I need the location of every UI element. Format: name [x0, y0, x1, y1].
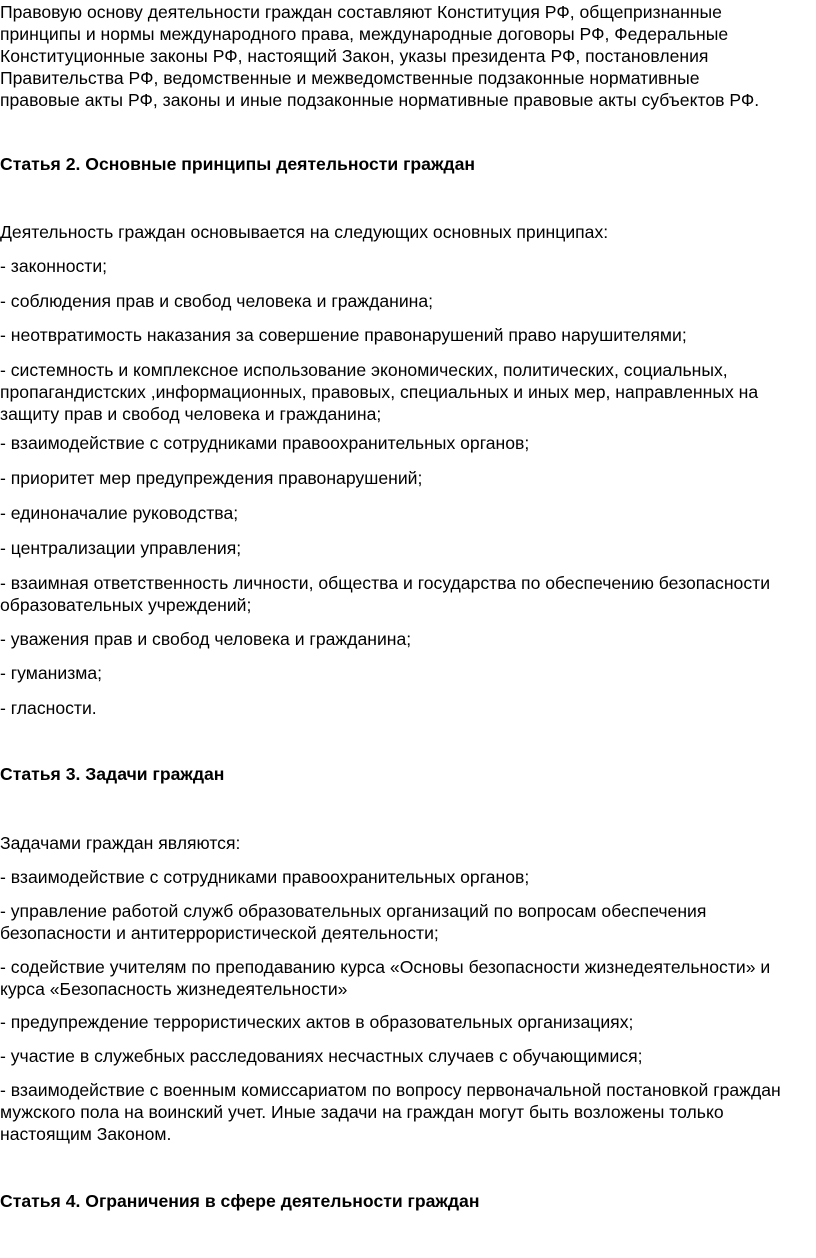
article2-item: - взаимодействие с сотрудниками правоохранительных органов; — [0, 433, 530, 453]
article3-item: - взаимодействие с сотрудниками правоохранительных органов; — [0, 867, 530, 887]
article3-heading: Статья 3. Задачи граждан — [0, 764, 225, 784]
intro-line: принципы и нормы международного права, международные договоры РФ, Федеральные — [0, 24, 729, 44]
article2-item: - неотвратимость наказания за совершение правонарушений право нарушителями; — [0, 325, 687, 345]
article3-item: - содействие учителям по преподаванию курса «Основы безопасности жизнедеятельности» и курса «Безопасность жизнедеятельности» — [0, 957, 771, 999]
article2-item: - приоритет мер предупреждения правонарушений; — [0, 468, 423, 488]
intro-line: правовые акты РФ, законы и иные подзаконные нормативные правовые акты субъектов РФ. — [0, 90, 760, 110]
article2-item: - единоначалие руководства; — [0, 503, 239, 523]
intro-line: Конституционные законы РФ, настоящий Закон, указы президента РФ, постановления — [0, 46, 709, 66]
article2-item: - законности; — [0, 256, 108, 276]
article2-heading: Статья 2. Основные принципы деятельности граждан — [0, 154, 475, 174]
article3-item: - управление работой служб образовательных организаций по вопросам обеспечения безопасности и антитеррористической деятельности; — [0, 901, 707, 943]
article3-item: - предупреждение террористических актов в образовательных организациях; — [0, 1012, 634, 1032]
article2-item: - соблюдения прав и свобод человека и гражданина; — [0, 291, 434, 311]
intro-paragraph — [0, 1, 816, 111]
article2-item: - гласности. — [0, 698, 97, 718]
article2-lead: Деятельность граждан основывается на следующих основных принципах: — [0, 222, 609, 242]
intro-line: Правовую основу деятельности граждан составляют Конституция РФ, общепризнанные — [0, 2, 722, 22]
article2-item: - взаимная ответственность личности, общества и государства по обеспечению безопасности образовательных учреждений; — [0, 573, 771, 615]
article4-heading: Статья 4. Ограничения в сфере деятельности граждан — [0, 1191, 480, 1211]
article3-item: - взаимодействие с военным комиссариатом по вопросу первоначальной постановкой граждан мужского пола на воинский учет. Иные задачи на граждан могут быть возложены только настоящим Законом. — [0, 1080, 781, 1144]
intro-line: Правительства РФ, ведомственные и межведомственные подзаконные нормативные — [0, 68, 700, 88]
article2-item: - системность и комплексное использование экономических, политических, социальных, пропагандистских ,информационных, правовых, специальных и иных мер, направленных на защиту прав и свобод человека и гражданина; — [0, 360, 759, 424]
article2-item: - уважения прав и свобод человека и гражданина; — [0, 629, 412, 649]
article3-item: - участие в служебных расследованиях несчастных случаев с обучающимися; — [0, 1046, 643, 1066]
article3-lead: Задачами граждан являются: — [0, 833, 241, 853]
article2-item: - централизации управления; — [0, 538, 242, 558]
article2-item: - гуманизма; — [0, 663, 103, 683]
